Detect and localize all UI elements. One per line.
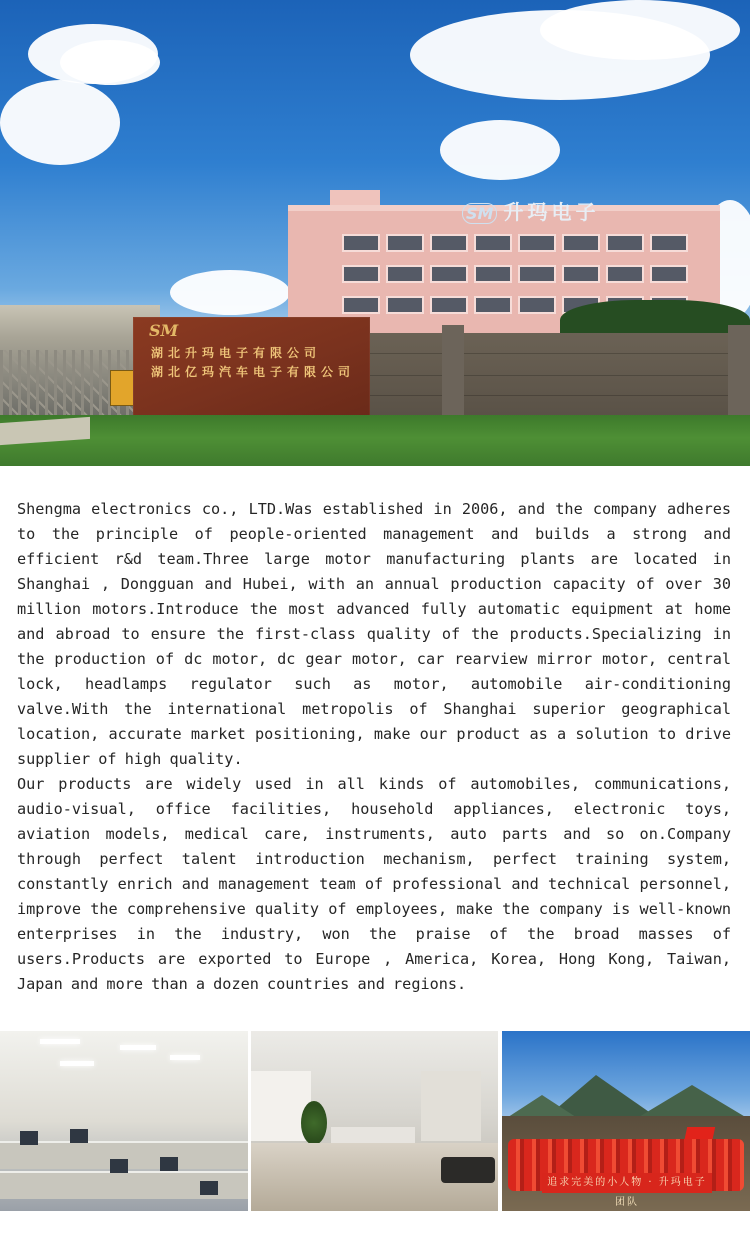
cloud <box>0 80 120 165</box>
office-photo <box>0 1031 248 1211</box>
building-window <box>474 265 512 283</box>
wall-pillar <box>728 325 750 415</box>
building-window <box>606 265 644 283</box>
boundary-wall <box>370 333 750 415</box>
building-window <box>430 265 468 283</box>
cloud <box>540 0 740 60</box>
monument-logo: SM <box>149 321 179 340</box>
building-window <box>474 296 512 314</box>
cloud <box>60 40 160 85</box>
lawn <box>0 415 750 466</box>
products-paragraph: Our products are widely used in all kinds of automobiles, communications, audio-visual, office facilities, household appliances, electronic toys, aviation models, medical care, instruments, auto parts and so on.Company through perfect talent introduction mechanism, perfect training system, constantly enrich and management team of professional and technical personnel, improve the comprehensive quality of employees, make the company is well-known enterprises in the industry, won the praise of the broad masses of users.Products are exported to Europe , America, Korea, Hong Kong, Taiwan, Japan and more than a dozen countries and regions. <box>17 775 731 993</box>
monument-line-2: 湖北亿玛汽车电子有限公司 <box>151 365 356 379</box>
monument-line-1: 湖北升玛电子有限公司 <box>151 346 322 360</box>
cloud <box>170 270 290 315</box>
building-window <box>606 234 644 252</box>
building-window <box>430 234 468 252</box>
cloud <box>440 120 560 180</box>
building-window <box>430 296 468 314</box>
lobby-photo <box>251 1031 498 1211</box>
building-window <box>386 296 424 314</box>
building-window <box>518 234 556 252</box>
team-banner: 追求完美的小人物 · 升玛电子团队 <box>542 1173 712 1193</box>
building-sign-text: 升玛电子 <box>503 200 600 224</box>
building-window <box>386 265 424 283</box>
building-window <box>562 234 600 252</box>
company-name-stone <box>133 317 370 418</box>
building-sign <box>462 196 600 224</box>
wall-pillar <box>442 325 464 415</box>
building-window <box>518 296 556 314</box>
building-window <box>342 234 380 252</box>
building-window <box>562 265 600 283</box>
factory-photo <box>0 0 750 466</box>
building-window <box>342 296 380 314</box>
building-window <box>518 265 556 283</box>
plant <box>301 1101 327 1145</box>
building-logo: SM <box>462 203 497 224</box>
building-window <box>474 234 512 252</box>
team-photo <box>502 1031 750 1211</box>
company-intro-paragraph: Shengma electronics co., LTD.Was established in 2006, and the company adheres to the principle of people-oriented management and builds a strong and efficient r&d team.Three large motor manufacturing plants are located in Shanghai , Dongguan and Hubei, with an annual production capacity of over 30 million motors.Introduce the most advanced fully automatic equipment at home and abroad to ensure the first-class quality of the products.Specializing in the production of dc motor, dc gear motor, car rearview mirror motor, central lock, headlamps regulator such as motor, automobile air-conditioning valve.With the international metropolis of Shanghai superior geographical location, accurate market positioning, make our product as a solution to drive supplier of high quality. <box>17 500 731 768</box>
building-window <box>650 234 688 252</box>
building-window <box>342 265 380 283</box>
building-window <box>650 265 688 283</box>
building-window <box>386 234 424 252</box>
sofa <box>441 1157 495 1183</box>
